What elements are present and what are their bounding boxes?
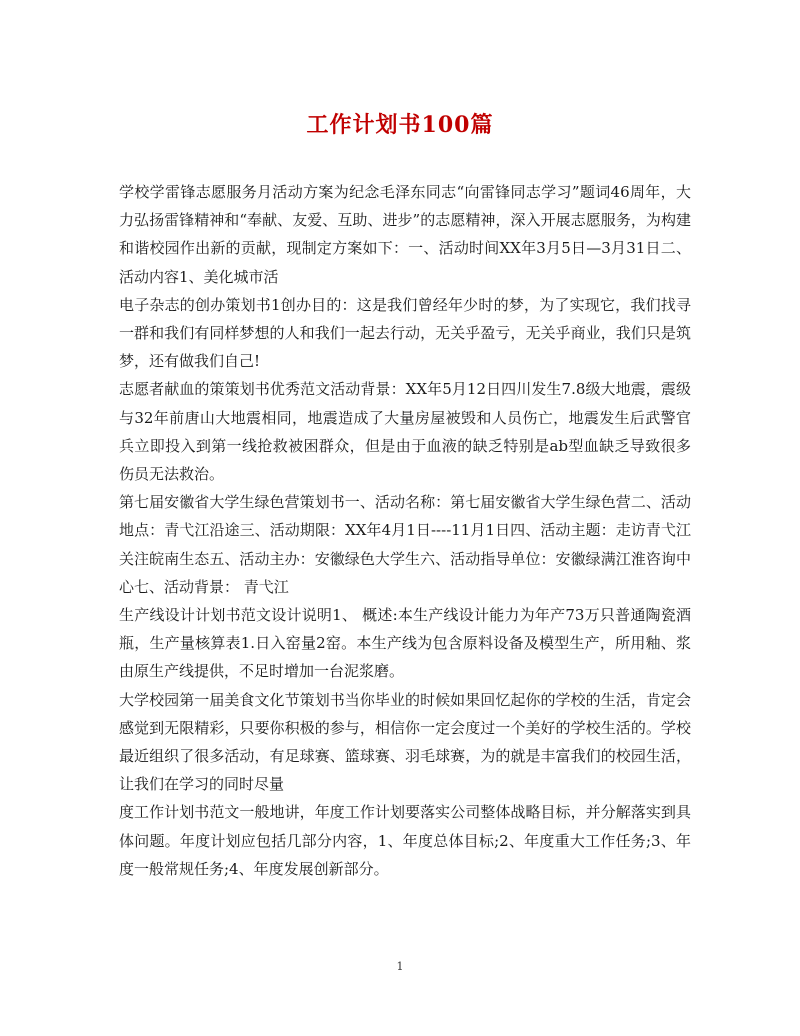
paragraph: 志愿者献血的策策划书优秀范文活动背景：XX年5月12日四川发生7.8级大地震，震级与32年前唐山大地震相同，地震造成了大量房屋被毁和人员伤亡，地震发生后武警官兵立即投入到第一线抢救被困群众，但是由于血液的缺乏特别是ab型血缺乏导致很多伤员无法救治。 bbox=[119, 380, 691, 484]
page-number: 1 bbox=[396, 960, 404, 973]
paragraph: 电子杂志的创办策划书1创办目的：这是我们曾经年少时的梦，为了实现它，我们找寻一群和我们有同样梦想的人和我们一起去行动，无关乎盈亏，无关乎商业，我们只是筑梦，还有做我们自己! bbox=[119, 295, 691, 371]
paragraph: 度工作计划书范文一般地讲，年度工作计划要落实公司整体战略目标，并分解落实到具体问题。年度计划应包括几部分内容，1、年度总体目标;2、年度重大工作任务;3、年度一般常规任务;4、年度发展创新部分。 bbox=[119, 803, 691, 878]
paragraph: 生产线设计计划书范文设计说明1、 概述:本生产线设计能力为年产73万只普通陶瓷酒瓶，生产量核算表1.日入窑量2窑。本生产线为包含原料设备及模型生产，所用釉、浆由原生产线提供，不足时增加一台泥浆磨。 bbox=[119, 606, 691, 681]
paragraph: 第七届安徽省大学生绿色营策划书一、活动名称：第七届安徽省大学生绿色营二、活动地点：青弋江沿途三、活动期限：XX年4月1日----11月1日四、活动主题：走访青弋江 关注皖南生态五、活动主办：安徽绿色大学生六、活动指导单位：安徽绿满江淮咨询中心七、活动背景： 青弋江 bbox=[119, 493, 691, 596]
paragraph: 学校学雷锋志愿服务月活动方案为纪念毛泽东同志“向雷锋同志学习”题词46周年，大力弘扬雷锋精神和“奉献、友爱、互助、进步”的志愿精神，深入开展志愿服务，为构建和谐校园作出新的贡献，现制定方案如下：一、活动时间XX年3月5日—3月31日二、活动内容1、美化城市活 bbox=[119, 183, 691, 286]
paragraph: 大学校园第一届美食文化节策划书当你毕业的时候如果回忆起你的学校的生活，肯定会感觉到无限精彩，只要你积极的参与，相信你一定会度过一个美好的学校生活的。学校最近组织了很多活动，有足球赛、篮球赛、羽毛球赛，为的就是丰富我们的校园生活，让我们在学习的同时尽量 bbox=[119, 690, 691, 794]
document-title: 工作计划书100篇 bbox=[306, 112, 494, 138]
document-body bbox=[119, 178, 691, 883]
